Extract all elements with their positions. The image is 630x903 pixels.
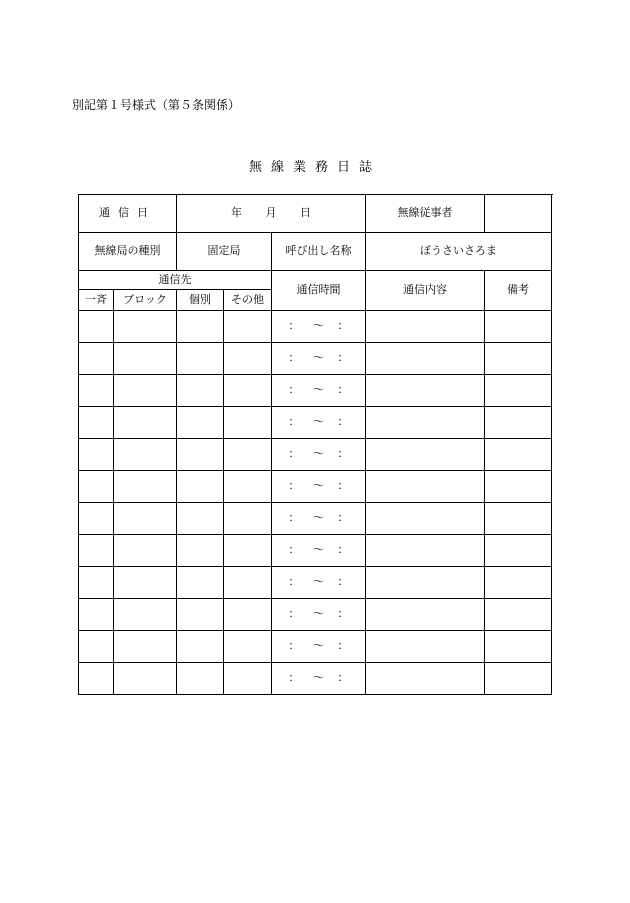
time-cell[interactable]: ： 〜 ： (272, 663, 366, 695)
broadcast-cell[interactable] (79, 631, 114, 663)
broadcast-cell[interactable] (79, 567, 114, 599)
other-cell[interactable] (224, 631, 272, 663)
other-cell[interactable] (224, 567, 272, 599)
content-cell[interactable] (366, 407, 485, 439)
individual-cell[interactable] (177, 407, 224, 439)
log-row (79, 599, 552, 631)
block-cell[interactable] (114, 375, 177, 407)
broadcast-cell[interactable] (79, 439, 114, 471)
block-cell[interactable] (114, 535, 177, 567)
content-cell[interactable] (366, 503, 485, 535)
other-cell[interactable] (224, 503, 272, 535)
time-cell[interactable]: ： 〜 ： (272, 311, 366, 343)
other-cell[interactable] (224, 439, 272, 471)
content-cell[interactable] (366, 375, 485, 407)
remarks-cell[interactable] (485, 663, 552, 695)
content-cell[interactable] (366, 311, 485, 343)
log-row (79, 503, 552, 535)
log-row (79, 663, 552, 695)
time-cell[interactable]: ： 〜 ： (272, 439, 366, 471)
block-cell[interactable] (114, 567, 177, 599)
individual-cell[interactable] (177, 439, 224, 471)
remarks-cell[interactable] (485, 535, 552, 567)
log-row (79, 535, 552, 567)
destination-subheader-block: ブロック (114, 290, 177, 311)
destination-subheader-other: その他 (224, 290, 272, 311)
content-cell[interactable] (366, 567, 485, 599)
call-sign-value: ぼうさいさろま (366, 233, 552, 271)
broadcast-cell[interactable] (79, 503, 114, 535)
time-cell[interactable]: ： 〜 ： (272, 471, 366, 503)
form-number: 別記第１号様式（第５条関係） (72, 98, 241, 112)
time-cell[interactable]: ： 〜 ： (272, 631, 366, 663)
destination-header: 通信先 (79, 271, 272, 290)
remarks-cell[interactable] (485, 375, 552, 407)
individual-cell[interactable] (177, 599, 224, 631)
broadcast-cell[interactable] (79, 311, 114, 343)
other-cell[interactable] (224, 535, 272, 567)
time-cell[interactable]: ： 〜 ： (272, 407, 366, 439)
content-header: 通信内容 (366, 271, 485, 311)
log-row (79, 343, 552, 375)
remarks-cell[interactable] (485, 311, 552, 343)
content-cell[interactable] (366, 663, 485, 695)
remarks-cell[interactable] (485, 503, 552, 535)
broadcast-cell[interactable] (79, 535, 114, 567)
content-cell[interactable] (366, 439, 485, 471)
log-row (79, 471, 552, 503)
content-cell[interactable] (366, 599, 485, 631)
block-cell[interactable] (114, 343, 177, 375)
time-cell[interactable]: ： 〜 ： (272, 503, 366, 535)
block-cell[interactable] (114, 631, 177, 663)
individual-cell[interactable] (177, 503, 224, 535)
block-cell[interactable] (114, 599, 177, 631)
station-type-value: 固定局 (177, 233, 272, 271)
time-cell[interactable]: ： 〜 ： (272, 567, 366, 599)
broadcast-cell[interactable] (79, 663, 114, 695)
call-sign-label: 呼び出し名称 (272, 233, 366, 271)
broadcast-cell[interactable] (79, 343, 114, 375)
time-cell[interactable]: ： 〜 ： (272, 375, 366, 407)
block-cell[interactable] (114, 503, 177, 535)
other-cell[interactable] (224, 663, 272, 695)
log-row (79, 311, 552, 343)
date-value-field[interactable]: 年 月 日 (177, 195, 366, 233)
station-type-label: 無線局の種別 (79, 233, 177, 271)
broadcast-cell[interactable] (79, 407, 114, 439)
log-row (79, 375, 552, 407)
remarks-cell[interactable] (485, 567, 552, 599)
operator-label: 無線従事者 (366, 195, 485, 233)
individual-cell[interactable] (177, 343, 224, 375)
broadcast-cell[interactable] (79, 375, 114, 407)
content-cell[interactable] (366, 471, 485, 503)
operator-field[interactable] (485, 195, 552, 233)
remarks-cell[interactable] (485, 407, 552, 439)
log-row (79, 567, 552, 599)
other-cell[interactable] (224, 407, 272, 439)
time-header: 通信時間 (272, 271, 366, 311)
individual-cell[interactable] (177, 663, 224, 695)
radio-log-table (78, 194, 552, 695)
block-cell[interactable] (114, 471, 177, 503)
content-cell[interactable] (366, 631, 485, 663)
document-title: 無線業務日誌 (248, 160, 381, 175)
date-label: 通信日 (79, 195, 177, 233)
content-cell[interactable] (366, 535, 485, 567)
time-cell[interactable]: ： 〜 ： (272, 535, 366, 567)
broadcast-cell[interactable] (79, 599, 114, 631)
individual-cell[interactable] (177, 631, 224, 663)
destination-subheader-individual: 個別 (177, 290, 224, 311)
broadcast-cell[interactable] (79, 471, 114, 503)
block-cell[interactable] (114, 407, 177, 439)
other-cell[interactable] (224, 471, 272, 503)
remarks-cell[interactable] (485, 471, 552, 503)
block-cell[interactable] (114, 311, 177, 343)
other-cell[interactable] (224, 375, 272, 407)
log-row (79, 439, 552, 471)
block-cell[interactable] (114, 663, 177, 695)
individual-cell[interactable] (177, 535, 224, 567)
log-row (79, 407, 552, 439)
remarks-cell[interactable] (485, 343, 552, 375)
block-cell[interactable] (114, 439, 177, 471)
destination-subheader-broadcast: 一斉 (79, 290, 114, 311)
other-cell[interactable] (224, 311, 272, 343)
individual-cell[interactable] (177, 567, 224, 599)
content-cell[interactable] (366, 343, 485, 375)
remarks-header: 備考 (485, 271, 552, 311)
time-cell[interactable]: ： 〜 ： (272, 343, 366, 375)
log-row (79, 631, 552, 663)
other-cell[interactable] (224, 599, 272, 631)
individual-cell[interactable] (177, 375, 224, 407)
individual-cell[interactable] (177, 311, 224, 343)
other-cell[interactable] (224, 343, 272, 375)
remarks-cell[interactable] (485, 599, 552, 631)
remarks-cell[interactable] (485, 439, 552, 471)
individual-cell[interactable] (177, 471, 224, 503)
remarks-cell[interactable] (485, 631, 552, 663)
time-cell[interactable]: ： 〜 ： (272, 599, 366, 631)
